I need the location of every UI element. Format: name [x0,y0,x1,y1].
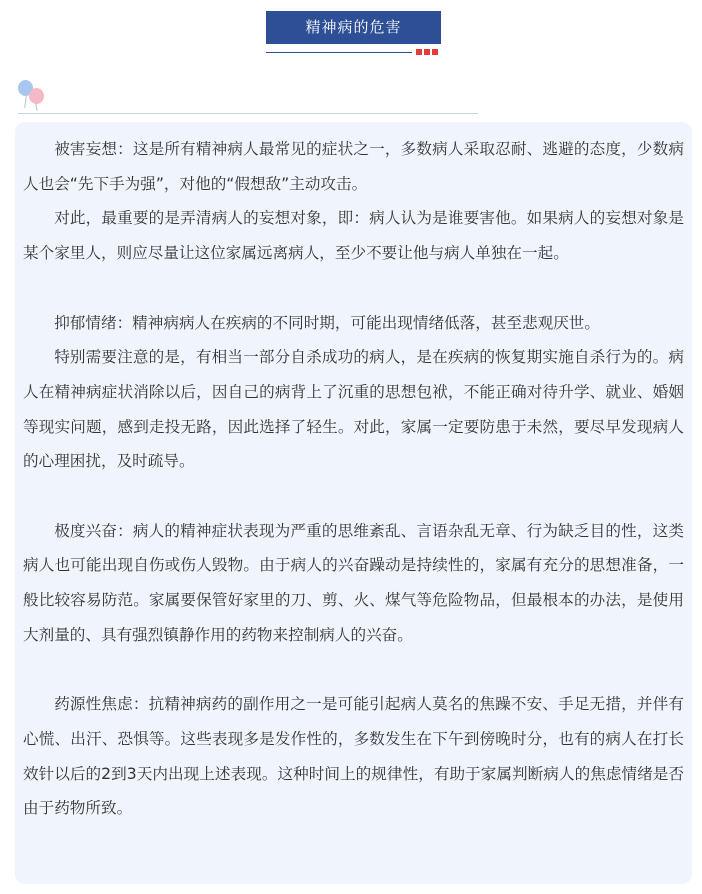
balloon-string [35,104,37,111]
paragraph-gap [23,271,684,306]
title-underline [266,52,412,53]
paragraph-excitement: 极度兴奋：病人的精神症状表现为严重的思维紊乱、言语杂乱无章、行为缺乏目的性，这类病人也可能出现自伤或伤人毁物。由于病人的兴奋躁动是持续性的，家属有充分的思想准备，一般比较容易防范。家属要保管好家里的刀、剪、火、煤气等危险物品，但最根本的办法，是使用大剂量的、具有强烈镇静作用的药物来控制病人的兴奋。 [23,521,684,644]
red-square [424,49,430,55]
red-square [432,49,438,55]
title-decoration-squares [416,49,438,55]
divider-line [18,113,478,114]
red-square [416,49,422,55]
paragraph-drug-anxiety: 药源性焦虑：抗精神病药的副作用之一是可能引起病人莫名的焦躁不安、手足无措，并伴有心慌、出汗、恐惧等。这些表现多是发作性的，多数发生在下午到傍晚时分，也有的病人在打长效针以后的2到3天内出现上述表现。这种时间上的规律性，有助于家属判断病人的焦虑情绪是否由于药物所致。 [23,695,684,818]
paragraph-depression-advice: 特别需要注意的是，有相当一部分自杀成功的病人，是在疾病的恢复期实施自杀行为的。病人在精神病症状消除以后，因自己的病背上了沉重的思想包袱，不能正确对待升学、就业、婚姻等现实问题，感到走投无路，因此选择了轻生。对此，家属一定要防患于未然，要尽早发现病人的心理困扰，及时疏导。 [23,348,684,471]
balloons-decoration [15,80,49,112]
paragraph-paranoia-advice: 对此，最重要的是弄清病人的妄想对象，即：病人认为是谁要害他。如果病人的妄想对象是某个家里人，则应尽量让这位家属远离病人，至少不要让他与病人单独在一起。 [23,209,684,263]
paragraph-paranoia: 被害妄想：这是所有精神病人最常见的症状之一，多数病人采取忍耐、逃避的态度，少数病人也会“先下手为强”，对他的“假想敌”主动攻击。 [23,140,684,193]
paragraph-gap [23,479,684,514]
paragraph-depression: 抑郁情绪：精神病病人在疾病的不同时期，可能出现情绪低落，甚至悲观厌世。 [54,313,600,332]
page-title: 精神病的危害 [266,11,441,44]
pink-balloon [29,88,44,104]
balloon-string [24,96,27,108]
paragraph-gap [23,653,684,688]
article-body [15,122,692,884]
